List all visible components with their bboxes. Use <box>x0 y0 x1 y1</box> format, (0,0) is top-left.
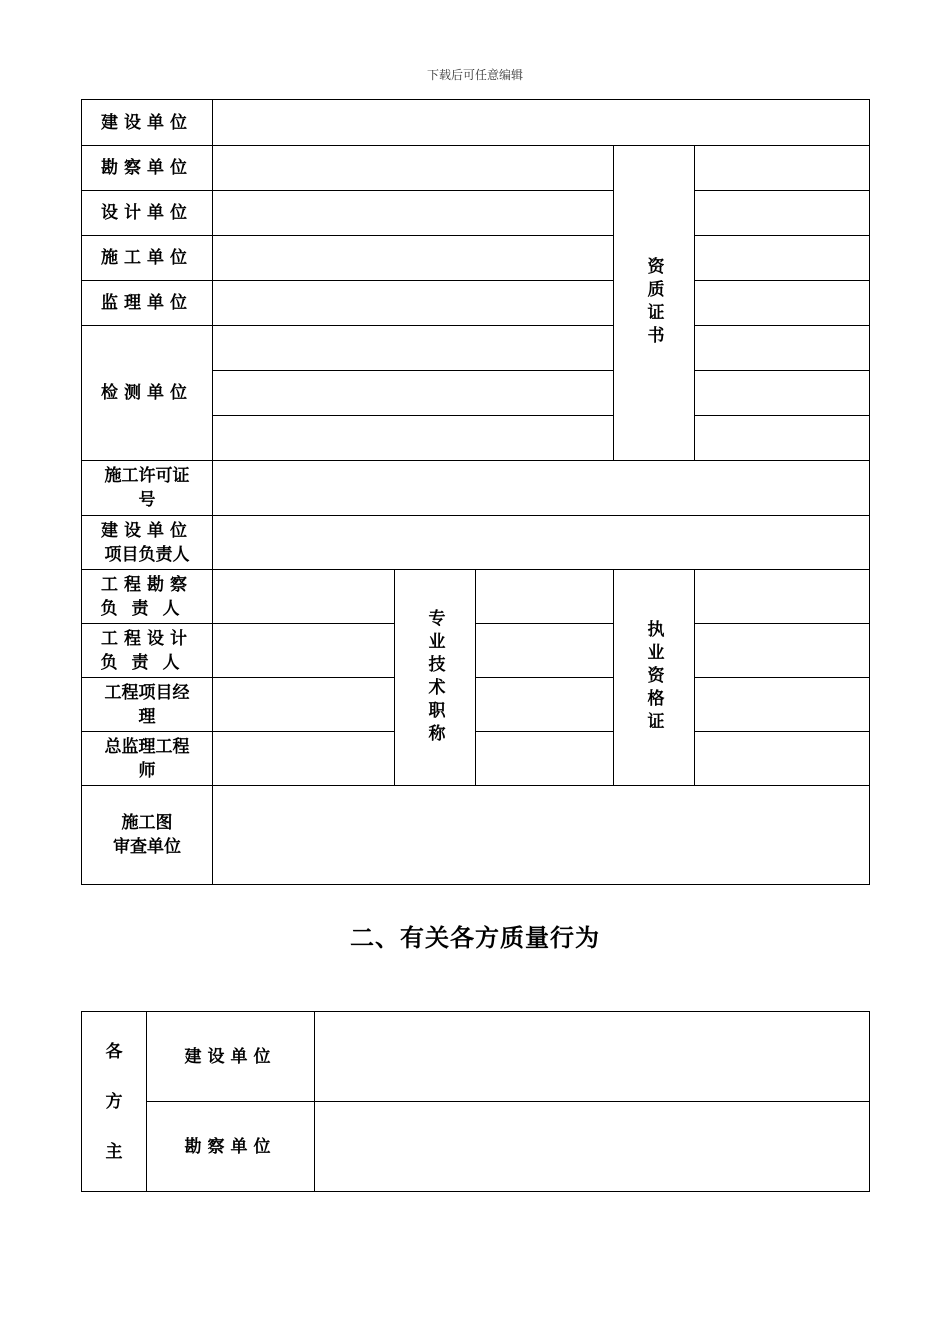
survey-cert-value[interactable] <box>695 146 870 191</box>
chief-supervisor-title[interactable] <box>476 732 614 786</box>
supervision-cert-value[interactable] <box>695 281 870 326</box>
testing-unit-value-2[interactable] <box>213 371 614 416</box>
design-lead-cert[interactable] <box>695 624 870 678</box>
survey-lead-name[interactable] <box>213 570 395 624</box>
tech-title-label: 专业技术职称 <box>395 570 476 786</box>
testing-unit-label: 检测单位 <box>82 326 213 461</box>
design-lead-name[interactable] <box>213 624 395 678</box>
survey-lead-label: 工程勘察 负责人 <box>82 570 213 624</box>
chief-supervisor-label: 总监理工程 师 <box>82 732 213 786</box>
qualification-cert-label: 资质证书 <box>614 146 695 461</box>
design-unit-label: 设计单位 <box>82 191 213 236</box>
builder-unit-value[interactable] <box>213 236 614 281</box>
chief-supervisor-name[interactable] <box>213 732 395 786</box>
s2-survey-unit-value[interactable] <box>315 1102 870 1192</box>
quality-behavior-table <box>81 1011 870 1192</box>
testing-unit-value-1[interactable] <box>213 326 614 371</box>
survey-unit-value[interactable] <box>213 146 614 191</box>
survey-lead-cert[interactable] <box>695 570 870 624</box>
builder-cert-value[interactable] <box>695 236 870 281</box>
owner-pm-value[interactable] <box>213 516 870 570</box>
permit-no-label: 施工许可证 号 <box>82 461 213 516</box>
design-lead-title[interactable] <box>476 624 614 678</box>
project-info-table <box>81 99 870 885</box>
testing-cert-value-2[interactable] <box>695 371 870 416</box>
construction-unit-value[interactable] <box>213 100 870 146</box>
drawing-review-value[interactable] <box>213 786 870 885</box>
chief-supervisor-cert[interactable] <box>695 732 870 786</box>
testing-cert-value-3[interactable] <box>695 416 870 461</box>
project-manager-name[interactable] <box>213 678 395 732</box>
section-title: 二、有关各方质量行为 <box>350 924 600 952</box>
project-manager-label: 工程项目经 理 <box>82 678 213 732</box>
s2-construction-unit-value[interactable] <box>315 1012 870 1102</box>
design-unit-value[interactable] <box>213 191 614 236</box>
project-manager-title[interactable] <box>476 678 614 732</box>
design-lead-label: 工程设计 负责人 <box>82 624 213 678</box>
supervision-unit-label: 监理单位 <box>82 281 213 326</box>
s2-construction-unit-label: 建设单位 <box>147 1012 315 1102</box>
survey-lead-title[interactable] <box>476 570 614 624</box>
drawing-review-label: 施工图 审查单位 <box>82 786 213 885</box>
owner-pm-label: 建设单位 项目负责人 <box>82 516 213 570</box>
survey-unit-label: 勘察单位 <box>82 146 213 191</box>
download-note: 下载后可任意编辑 <box>426 68 523 82</box>
construction-unit-label: 建设单位 <box>82 100 213 146</box>
testing-unit-value-3[interactable] <box>213 416 614 461</box>
practice-cert-label: 执业资格证 <box>614 570 695 786</box>
testing-cert-value-1[interactable] <box>695 326 870 371</box>
parties-label: 各 方 主 <box>82 1012 147 1192</box>
s2-survey-unit-label: 勘察单位 <box>147 1102 315 1192</box>
design-cert-value[interactable] <box>695 191 870 236</box>
permit-no-value[interactable] <box>213 461 870 516</box>
builder-unit-label: 施工单位 <box>82 236 213 281</box>
supervision-unit-value[interactable] <box>213 281 614 326</box>
project-manager-cert[interactable] <box>695 678 870 732</box>
